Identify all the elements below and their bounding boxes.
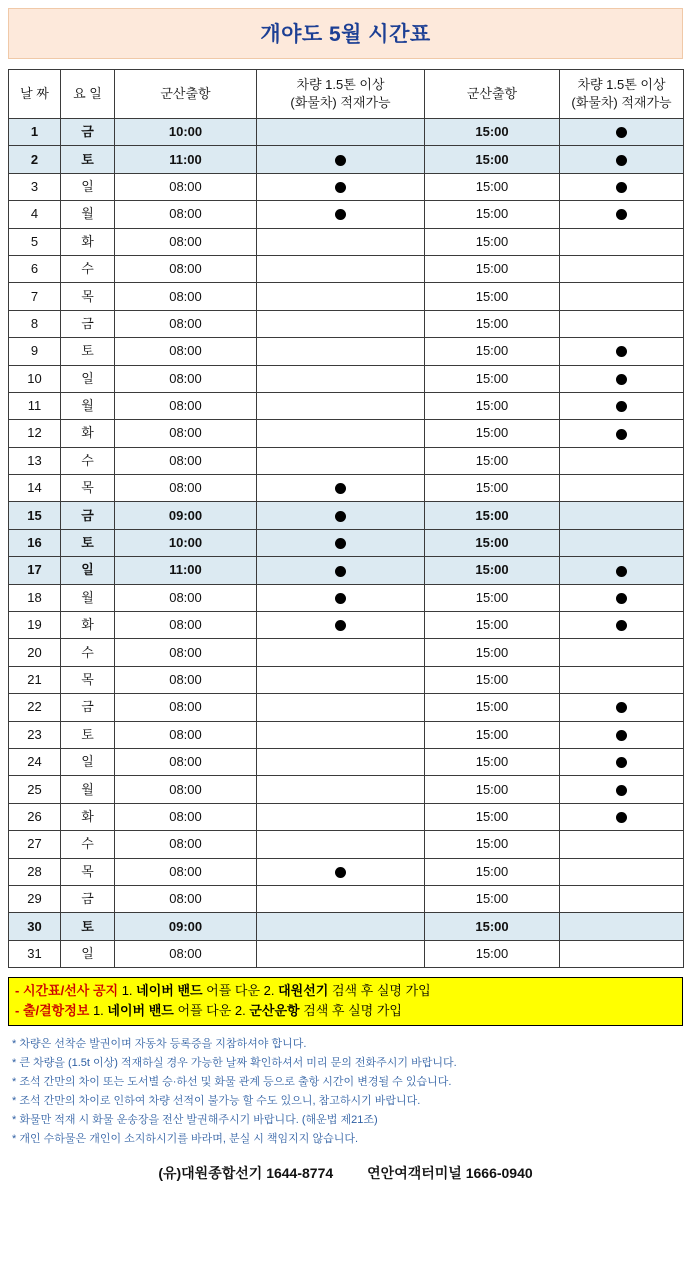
- schedule-page: [0, 8, 691, 1269]
- table-row: [9, 831, 684, 858]
- cell-truck-1: [257, 201, 425, 228]
- cell-day: 금: [61, 502, 115, 529]
- cell-truck-1: [257, 310, 425, 337]
- cell-departure-2: 15:00: [425, 803, 560, 830]
- table-row: [9, 803, 684, 830]
- cell-day: 금: [61, 885, 115, 912]
- column-header-truck-1: [257, 70, 425, 119]
- truck-available-dot-icon: [616, 429, 627, 440]
- cell-truck-1: [257, 885, 425, 912]
- truck-available-dot-icon: [335, 620, 346, 631]
- table-body: [9, 119, 684, 968]
- notice-schedule-tail: 검색 후 실명 가입: [328, 983, 431, 999]
- cell-departure-1: 08:00: [115, 584, 257, 611]
- cell-truck-2: [560, 338, 684, 365]
- cell-date: 20: [9, 639, 61, 666]
- cell-departure-1: 08:00: [115, 475, 257, 502]
- table-row: [9, 228, 684, 255]
- truck-header-line1: 차량 1.5톤 이상: [296, 77, 385, 93]
- cell-departure-1: 11:00: [115, 557, 257, 584]
- table-row: [9, 475, 684, 502]
- cell-truck-2: [560, 228, 684, 255]
- cell-departure-2: 15:00: [425, 666, 560, 693]
- cell-departure-2: 15:00: [425, 885, 560, 912]
- cell-day: 금: [61, 694, 115, 721]
- cell-departure-1: 08:00: [115, 885, 257, 912]
- notice-departure-mid2: 어플 다운 2.: [173, 1003, 250, 1019]
- cell-truck-2: [560, 173, 684, 200]
- cell-date: 27: [9, 831, 61, 858]
- cell-truck-1: [257, 803, 425, 830]
- table-row: [9, 338, 684, 365]
- cell-departure-2: 15:00: [425, 365, 560, 392]
- cell-truck-1: [257, 639, 425, 666]
- cell-truck-1: [257, 173, 425, 200]
- cell-departure-1: 10:00: [115, 119, 257, 146]
- cell-truck-2: [560, 119, 684, 146]
- cell-date: 23: [9, 721, 61, 748]
- cell-departure-1: 08:00: [115, 694, 257, 721]
- truck-available-dot-icon: [335, 155, 346, 166]
- cell-truck-1: [257, 119, 425, 146]
- cell-departure-1: 08:00: [115, 721, 257, 748]
- truck-available-dot-icon: [616, 620, 627, 631]
- cell-date: 21: [9, 666, 61, 693]
- notice-schedule-bold2: 대원선기: [278, 983, 329, 999]
- cell-departure-2: 15:00: [425, 584, 560, 611]
- truck-header-line2: (화물차) 적재가능: [290, 95, 391, 110]
- cell-truck-2: [560, 858, 684, 885]
- cell-date: 13: [9, 447, 61, 474]
- table-row: [9, 913, 684, 940]
- cell-date: 14: [9, 475, 61, 502]
- table-row: [9, 776, 684, 803]
- cell-day: 일: [61, 748, 115, 775]
- cell-departure-1: 08:00: [115, 173, 257, 200]
- cell-departure-1: 08:00: [115, 310, 257, 337]
- cell-departure-2: 15:00: [425, 475, 560, 502]
- cell-day: 화: [61, 420, 115, 447]
- cell-truck-2: [560, 447, 684, 474]
- table-row: [9, 858, 684, 885]
- cell-truck-2: [560, 666, 684, 693]
- cell-truck-1: [257, 228, 425, 255]
- cell-truck-2: [560, 502, 684, 529]
- cell-departure-2: 15:00: [425, 748, 560, 775]
- cell-departure-2: 15:00: [425, 338, 560, 365]
- column-header-date: 날 짜: [9, 70, 61, 119]
- truck-available-dot-icon: [616, 730, 627, 741]
- cell-departure-2: 15:00: [425, 392, 560, 419]
- notice-schedule-bold1: 네이버 밴드: [136, 983, 203, 999]
- cell-departure-2: 15:00: [425, 913, 560, 940]
- cell-truck-1: [257, 475, 425, 502]
- cell-date: 5: [9, 228, 61, 255]
- schedule-table: [8, 69, 684, 968]
- cell-day: 월: [61, 776, 115, 803]
- cell-day: 목: [61, 666, 115, 693]
- notice-box: [8, 977, 683, 1026]
- table-row: [9, 447, 684, 474]
- cell-truck-1: [257, 255, 425, 282]
- cell-day: 수: [61, 447, 115, 474]
- cell-departure-2: 15:00: [425, 694, 560, 721]
- cell-date: 15: [9, 502, 61, 529]
- truck-available-dot-icon: [616, 785, 627, 796]
- cell-departure-1: 08:00: [115, 255, 257, 282]
- cell-departure-1: 08:00: [115, 283, 257, 310]
- cell-date: 6: [9, 255, 61, 282]
- cell-day: 일: [61, 940, 115, 967]
- cell-truck-2: [560, 584, 684, 611]
- cell-date: 1: [9, 119, 61, 146]
- cell-departure-2: 15:00: [425, 858, 560, 885]
- cell-truck-2: [560, 940, 684, 967]
- cell-truck-2: [560, 776, 684, 803]
- cell-truck-2: [560, 885, 684, 912]
- cell-truck-1: [257, 502, 425, 529]
- cell-truck-1: [257, 338, 425, 365]
- cell-departure-2: 15:00: [425, 228, 560, 255]
- truck-available-dot-icon: [335, 209, 346, 220]
- cell-departure-2: 15:00: [425, 420, 560, 447]
- cell-departure-2: 15:00: [425, 721, 560, 748]
- cell-day: 토: [61, 529, 115, 556]
- cell-truck-1: [257, 392, 425, 419]
- table-row: [9, 283, 684, 310]
- table-row: [9, 885, 684, 912]
- cell-departure-2: 15:00: [425, 255, 560, 282]
- cell-departure-2: 15:00: [425, 776, 560, 803]
- cell-departure-2: 15:00: [425, 940, 560, 967]
- cell-truck-1: [257, 776, 425, 803]
- cell-day: 화: [61, 612, 115, 639]
- cell-truck-2: [560, 392, 684, 419]
- notice-schedule-mid2: 어플 다운 2.: [202, 983, 279, 999]
- notice-departure-lead: - 출/결항정보: [15, 1003, 90, 1019]
- table-row: [9, 502, 684, 529]
- cell-date: 2: [9, 146, 61, 173]
- cell-truck-2: [560, 529, 684, 556]
- cell-truck-2: [560, 748, 684, 775]
- cell-truck-2: [560, 913, 684, 940]
- cell-truck-1: [257, 666, 425, 693]
- cell-truck-2: [560, 201, 684, 228]
- cell-truck-1: [257, 858, 425, 885]
- cell-departure-2: 15:00: [425, 119, 560, 146]
- cell-departure-1: 08:00: [115, 858, 257, 885]
- cell-date: 19: [9, 612, 61, 639]
- cell-truck-1: [257, 557, 425, 584]
- cell-departure-2: 15:00: [425, 557, 560, 584]
- notice-departure-tail: 검색 후 실명 가입: [299, 1003, 402, 1019]
- truck-available-dot-icon: [616, 757, 627, 768]
- cell-departure-2: 15:00: [425, 831, 560, 858]
- cell-departure-1: 08:00: [115, 639, 257, 666]
- cell-departure-1: 08:00: [115, 392, 257, 419]
- cell-truck-1: [257, 721, 425, 748]
- table-row: [9, 146, 684, 173]
- cell-date: 26: [9, 803, 61, 830]
- cell-day: 목: [61, 283, 115, 310]
- truck-header-line1: 차량 1.5톤 이상: [577, 77, 666, 93]
- truck-available-dot-icon: [335, 182, 346, 193]
- notice-line-schedule: [15, 981, 676, 1001]
- notice-schedule-lead: - 시간표/선사 공지: [15, 983, 119, 999]
- table-row: [9, 584, 684, 611]
- footnote-item: * 조석 간만의 차이로 인하여 차량 선적이 불가능 할 수도 있으니, 참고하시기 바랍니다.: [12, 1095, 421, 1108]
- cell-day: 일: [61, 365, 115, 392]
- cell-truck-2: [560, 283, 684, 310]
- truck-available-dot-icon: [335, 483, 346, 494]
- cell-truck-1: [257, 584, 425, 611]
- truck-available-dot-icon: [616, 209, 627, 220]
- table-row: [9, 694, 684, 721]
- cell-truck-1: [257, 612, 425, 639]
- cell-date: 18: [9, 584, 61, 611]
- cell-departure-2: 15:00: [425, 612, 560, 639]
- truck-available-dot-icon: [616, 346, 627, 357]
- cell-day: 토: [61, 338, 115, 365]
- cell-departure-2: 15:00: [425, 283, 560, 310]
- contact-company: (유)대원종합선기 1644-8774: [158, 1164, 334, 1181]
- table-row: [9, 557, 684, 584]
- cell-truck-1: [257, 831, 425, 858]
- cell-truck-2: [560, 146, 684, 173]
- cell-departure-2: 15:00: [425, 201, 560, 228]
- cell-day: 월: [61, 201, 115, 228]
- cell-day: 화: [61, 228, 115, 255]
- cell-truck-1: [257, 283, 425, 310]
- cell-day: 일: [61, 173, 115, 200]
- cell-truck-2: [560, 831, 684, 858]
- cell-day: 수: [61, 255, 115, 282]
- cell-day: 일: [61, 557, 115, 584]
- table-row: [9, 255, 684, 282]
- cell-truck-1: [257, 529, 425, 556]
- truck-available-dot-icon: [335, 593, 346, 604]
- footnote-item: * 화물만 적재 시 화물 운송장을 전산 발권해주시기 바랍니다. (해운법 제21조): [12, 1114, 378, 1127]
- table-row: [9, 639, 684, 666]
- truck-available-dot-icon: [335, 867, 346, 878]
- cell-departure-1: 09:00: [115, 502, 257, 529]
- cell-day: 화: [61, 803, 115, 830]
- cell-day: 목: [61, 858, 115, 885]
- notice-line-departure-info: [15, 1001, 676, 1021]
- cell-truck-2: [560, 721, 684, 748]
- cell-date: 8: [9, 310, 61, 337]
- contact-terminal: 연안여객터미널 1666-0940: [367, 1164, 533, 1181]
- cell-date: 11: [9, 392, 61, 419]
- cell-truck-2: [560, 639, 684, 666]
- cell-date: 16: [9, 529, 61, 556]
- cell-truck-1: [257, 146, 425, 173]
- cell-date: 12: [9, 420, 61, 447]
- cell-truck-1: [257, 447, 425, 474]
- table-row: [9, 420, 684, 447]
- table-row: [9, 392, 684, 419]
- cell-day: 토: [61, 913, 115, 940]
- cell-truck-2: [560, 475, 684, 502]
- cell-day: 금: [61, 119, 115, 146]
- table-header: [9, 70, 684, 119]
- table-row: [9, 612, 684, 639]
- truck-header-line2: (화물차) 적재가능: [571, 95, 672, 110]
- cell-departure-1: 08:00: [115, 228, 257, 255]
- truck-available-dot-icon: [616, 127, 627, 138]
- cell-truck-2: [560, 255, 684, 282]
- table-row: [9, 748, 684, 775]
- page-title-bar: [8, 8, 683, 59]
- cell-departure-2: 15:00: [425, 502, 560, 529]
- cell-departure-1: 08:00: [115, 447, 257, 474]
- cell-departure-1: 08:00: [115, 940, 257, 967]
- cell-date: 3: [9, 173, 61, 200]
- cell-date: 17: [9, 557, 61, 584]
- cell-date: 30: [9, 913, 61, 940]
- truck-available-dot-icon: [335, 566, 346, 577]
- truck-available-dot-icon: [616, 593, 627, 604]
- cell-date: 25: [9, 776, 61, 803]
- footnotes: [8, 1035, 683, 1148]
- cell-day: 목: [61, 475, 115, 502]
- cell-truck-1: [257, 365, 425, 392]
- cell-day: 월: [61, 392, 115, 419]
- page-title: 개야도 5월 시간표: [260, 23, 431, 46]
- cell-date: 24: [9, 748, 61, 775]
- cell-day: 토: [61, 146, 115, 173]
- contact-line: [8, 1163, 683, 1183]
- cell-day: 수: [61, 639, 115, 666]
- cell-departure-1: 08:00: [115, 748, 257, 775]
- cell-truck-2: [560, 612, 684, 639]
- cell-date: 7: [9, 283, 61, 310]
- truck-available-dot-icon: [616, 182, 627, 193]
- cell-departure-2: 15:00: [425, 173, 560, 200]
- truck-available-dot-icon: [616, 812, 627, 823]
- cell-truck-1: [257, 694, 425, 721]
- column-header-departure-2: 군산출항: [425, 70, 560, 119]
- cell-departure-2: 15:00: [425, 529, 560, 556]
- table-row: [9, 201, 684, 228]
- cell-departure-1: 08:00: [115, 365, 257, 392]
- footnote-item: * 큰 차량을 (1.5t 이상) 적재하실 경우 가능한 날짜 확인하셔서 미리 문의 전화주시기 바랍니다.: [12, 1057, 457, 1070]
- table-row: [9, 666, 684, 693]
- table-row: [9, 365, 684, 392]
- table-header-row: [9, 70, 684, 119]
- cell-truck-2: [560, 365, 684, 392]
- cell-departure-1: 08:00: [115, 420, 257, 447]
- cell-truck-2: [560, 694, 684, 721]
- cell-departure-1: 08:00: [115, 776, 257, 803]
- cell-truck-1: [257, 913, 425, 940]
- cell-day: 토: [61, 721, 115, 748]
- column-header-day: 요 일: [61, 70, 115, 119]
- notice-departure-mid1: 1.: [89, 1003, 108, 1019]
- truck-available-dot-icon: [616, 374, 627, 385]
- notice-departure-bold1: 네이버 밴드: [107, 1003, 174, 1019]
- cell-truck-1: [257, 940, 425, 967]
- cell-date: 28: [9, 858, 61, 885]
- cell-date: 4: [9, 201, 61, 228]
- notice-schedule-mid1: 1.: [118, 983, 137, 999]
- cell-date: 10: [9, 365, 61, 392]
- table-row: [9, 310, 684, 337]
- table-row: [9, 119, 684, 146]
- cell-truck-2: [560, 310, 684, 337]
- cell-departure-1: 08:00: [115, 803, 257, 830]
- cell-departure-1: 10:00: [115, 529, 257, 556]
- truck-available-dot-icon: [335, 538, 346, 549]
- cell-truck-2: [560, 420, 684, 447]
- cell-truck-2: [560, 557, 684, 584]
- notice-departure-bold2: 군산운항: [249, 1003, 300, 1019]
- cell-departure-1: 08:00: [115, 201, 257, 228]
- truck-available-dot-icon: [616, 401, 627, 412]
- cell-departure-1: 09:00: [115, 913, 257, 940]
- cell-truck-1: [257, 420, 425, 447]
- table-row: [9, 940, 684, 967]
- cell-truck-2: [560, 803, 684, 830]
- cell-departure-1: 08:00: [115, 612, 257, 639]
- footnote-item: * 차량은 선착순 발권이며 자동차 등록증을 지참하셔야 합니다.: [12, 1038, 307, 1051]
- cell-departure-1: 08:00: [115, 338, 257, 365]
- cell-date: 22: [9, 694, 61, 721]
- cell-departure-2: 15:00: [425, 447, 560, 474]
- table-row: [9, 173, 684, 200]
- column-header-departure-1: 군산출항: [115, 70, 257, 119]
- cell-date: 31: [9, 940, 61, 967]
- cell-departure-1: 08:00: [115, 666, 257, 693]
- cell-day: 금: [61, 310, 115, 337]
- truck-available-dot-icon: [335, 511, 346, 522]
- truck-available-dot-icon: [616, 566, 627, 577]
- table-row: [9, 721, 684, 748]
- footnote-item: * 개인 수하물은 개인이 소지하시기를 바라며, 분실 시 책임지지 않습니다.: [12, 1132, 359, 1145]
- cell-day: 월: [61, 584, 115, 611]
- cell-departure-1: 11:00: [115, 146, 257, 173]
- footnote-item: * 조석 간만의 차이 또는 도서별 승·하선 및 화물 관계 등으로 출항 시간이 변경될 수 있습니다.: [12, 1076, 452, 1089]
- truck-available-dot-icon: [616, 702, 627, 713]
- cell-date: 9: [9, 338, 61, 365]
- cell-date: 29: [9, 885, 61, 912]
- cell-truck-1: [257, 748, 425, 775]
- cell-departure-2: 15:00: [425, 639, 560, 666]
- cell-departure-2: 15:00: [425, 310, 560, 337]
- table-row: [9, 529, 684, 556]
- column-header-truck-2: [560, 70, 684, 119]
- cell-departure-2: 15:00: [425, 146, 560, 173]
- cell-departure-1: 08:00: [115, 831, 257, 858]
- truck-available-dot-icon: [616, 155, 627, 166]
- cell-day: 수: [61, 831, 115, 858]
